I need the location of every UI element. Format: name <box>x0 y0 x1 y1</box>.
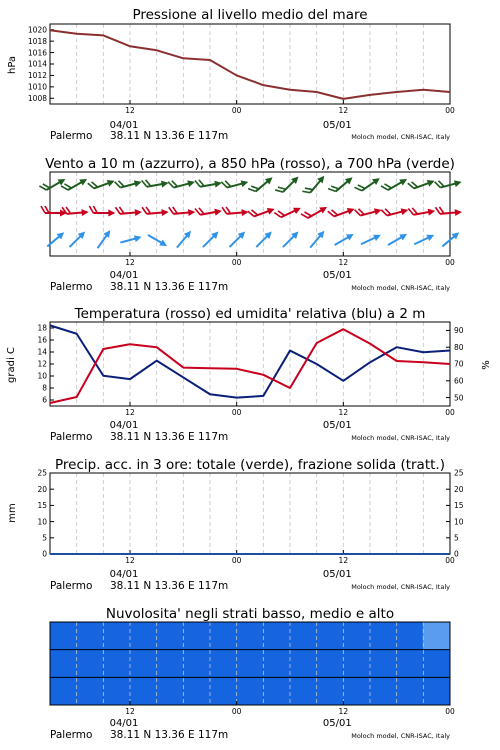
barb-700hpa <box>61 173 89 195</box>
x-tick-label: 00 <box>231 106 242 115</box>
barb-700hpa <box>381 173 409 195</box>
barb-700hpa <box>115 175 143 192</box>
y-tick-label: 80 <box>454 342 464 352</box>
cloud-cell <box>423 622 450 650</box>
cloud-cell <box>157 677 184 705</box>
barb-head <box>214 179 222 187</box>
cloud-cell <box>183 677 210 705</box>
x-tick-label: 12 <box>338 556 349 565</box>
x-tick-label: 00 <box>445 106 455 115</box>
y-tick-label: 25 <box>37 468 47 478</box>
cloud-cell <box>157 622 184 650</box>
barb-10m <box>359 232 382 248</box>
y-tick-label: 90 <box>454 326 464 336</box>
barb-head <box>426 232 435 241</box>
barb-10m <box>227 229 248 250</box>
barb-850hpa <box>435 205 462 218</box>
y-tick-label: 10 <box>454 517 464 527</box>
wind-plot <box>39 171 462 293</box>
barb-700hpa <box>328 172 355 197</box>
barb-head <box>399 176 409 186</box>
cloud-cell <box>423 650 450 678</box>
x-tick-label: 12 <box>338 258 349 267</box>
y-tick-label: 5 <box>454 533 459 543</box>
cloud-cell <box>183 622 210 650</box>
cloud-cell <box>317 677 344 705</box>
x-tick-label: 00 <box>445 707 455 716</box>
cloud-cell <box>210 650 237 678</box>
pressure-line <box>50 30 450 99</box>
cloud-cell <box>50 677 77 705</box>
barb-10m <box>308 229 328 250</box>
barb-850hpa <box>408 204 435 219</box>
barb-head <box>373 232 382 241</box>
barb-700hpa <box>355 172 382 196</box>
pressure-panel <box>7 7 455 142</box>
plot-frame <box>50 473 450 554</box>
pressure-ylabel: hPa <box>7 55 18 75</box>
precip-ylabel: mm <box>7 503 18 523</box>
cloud-cell <box>343 677 370 705</box>
y-tick-label: 50 <box>454 393 464 403</box>
barb-10m <box>45 230 66 250</box>
barb-head <box>214 207 222 215</box>
cloud-cell <box>183 650 210 678</box>
cloud-cell <box>77 622 104 650</box>
date-label: 04/01 <box>109 120 139 131</box>
x-tick-label: 00 <box>231 556 242 565</box>
cloud-title: Nuvolosita' negli strati basso, medio e alto <box>105 606 395 622</box>
y-tick-label: 14 <box>37 347 47 357</box>
barb-850hpa <box>142 205 169 218</box>
barb-head <box>319 204 329 214</box>
cloud-cell <box>290 622 317 650</box>
y-tick-label: 10 <box>37 517 47 527</box>
credit-label: Moloch model, CNR-ISAC, Italy <box>351 434 450 442</box>
temperature-title: Temperatura (rosso) ed umidita' relativa (blu) a 2 m <box>74 306 426 322</box>
cloud-cell <box>237 650 264 678</box>
barb-head <box>161 208 169 216</box>
barb-850hpa <box>381 203 409 220</box>
precip-title: Precip. acc. in 3 ore: totale (verde), frazione solida (tratt.) <box>55 457 445 473</box>
cloud-cell <box>317 622 344 650</box>
y-tick-label: 15 <box>454 501 464 511</box>
humidity-ylabel: % <box>481 360 492 370</box>
coords-label: 38.11 N 13.36 E 117m <box>110 281 229 293</box>
y-tick-label: 20 <box>454 484 464 494</box>
barb-850hpa <box>274 202 302 223</box>
barb-10m <box>333 231 356 248</box>
y-tick-label: 5 <box>42 533 47 543</box>
credit-label: Moloch model, CNR-ISAC, Italy <box>351 583 450 591</box>
cloud-cell <box>397 650 424 678</box>
cloud-cell <box>103 677 130 705</box>
x-tick-label: 00 <box>445 556 455 565</box>
coords-label: 38.11 N 13.36 E 117m <box>110 580 229 592</box>
cloud-cell <box>397 677 424 705</box>
cloud-cell <box>370 622 397 650</box>
barb-10m <box>413 232 436 248</box>
barb-700hpa <box>248 172 275 197</box>
x-tick-label: 00 <box>231 258 242 267</box>
y-tick-label: 1008 <box>27 93 47 103</box>
barb-head <box>346 231 356 241</box>
barb-10m <box>254 229 275 250</box>
barb-head <box>187 179 196 188</box>
barb-head <box>399 231 409 241</box>
barb-10m <box>95 228 113 250</box>
y-tick-label: 16 <box>37 335 47 345</box>
cloud-cell <box>77 650 104 678</box>
barb-head <box>134 234 143 243</box>
cloud-cell <box>50 622 77 650</box>
cloud-cell <box>130 622 157 650</box>
barb-feather <box>45 206 49 213</box>
barb-700hpa <box>302 171 327 198</box>
x-tick-label: 12 <box>338 707 349 716</box>
barb-700hpa <box>168 175 196 192</box>
barb-700hpa <box>221 175 249 192</box>
cloud-cell <box>157 650 184 678</box>
y-tick-label: 15 <box>37 501 47 511</box>
barb-850hpa <box>301 201 329 223</box>
barb-850hpa <box>62 205 89 218</box>
pressure-plot <box>28 24 455 142</box>
cloud-cell <box>77 677 104 705</box>
precip-plot <box>37 469 463 592</box>
date-label: 05/01 <box>322 569 352 580</box>
y-tick-label: 25 <box>454 468 464 478</box>
cloud-cell <box>290 677 317 705</box>
barb-head <box>159 239 169 249</box>
barb-850hpa <box>169 205 196 218</box>
cloud-cell <box>263 650 290 678</box>
x-tick-label: 12 <box>125 707 135 716</box>
barb-850hpa <box>115 205 142 218</box>
y-tick-label: 0 <box>42 549 47 559</box>
cloud-cell <box>317 650 344 678</box>
barb-head <box>135 208 143 216</box>
temperature-ylabel: gradi C <box>6 347 17 383</box>
coords-label: 38.11 N 13.36 E 117m <box>110 130 229 142</box>
location-label: Palermo <box>50 130 93 142</box>
barb-700hpa <box>88 174 116 193</box>
pressure-title: Pressione al livello medio del mare <box>132 7 368 23</box>
barb-head <box>134 179 143 188</box>
temperature-plot <box>37 322 463 443</box>
barb-850hpa <box>328 202 356 221</box>
date-label: 05/01 <box>322 420 352 431</box>
barb-head <box>79 176 89 186</box>
barb-850hpa <box>89 206 115 217</box>
barb-10m <box>119 234 142 246</box>
barb-850hpa <box>355 203 383 220</box>
barb-head <box>108 210 115 217</box>
barb-feather <box>93 206 97 213</box>
x-tick-label: 12 <box>338 106 349 115</box>
wind-panel <box>39 156 462 293</box>
x-tick-label: 12 <box>125 408 135 417</box>
barb-head <box>454 179 463 188</box>
barb-700hpa <box>39 173 67 195</box>
date-label: 04/01 <box>109 420 139 431</box>
humidity-line <box>50 325 450 397</box>
barb-head <box>401 207 410 216</box>
cloud-plot <box>50 622 455 741</box>
barb-head <box>241 179 250 188</box>
barb-10m <box>280 229 301 250</box>
y-tick-label: 0 <box>454 549 459 559</box>
barb-head <box>455 208 463 216</box>
credit-label: Moloch model, CNR-ISAC, Italy <box>351 284 450 292</box>
temperature-line <box>50 329 450 403</box>
y-tick-label: 1010 <box>27 82 47 92</box>
cloud-cell <box>103 622 130 650</box>
location-label: Palermo <box>50 431 93 443</box>
y-tick-label: 1020 <box>27 25 47 35</box>
cloud-cell <box>210 677 237 705</box>
barb-700hpa <box>408 174 436 193</box>
cloud-cell <box>263 677 290 705</box>
y-tick-label: 60 <box>454 376 464 386</box>
barb-feather <box>41 206 45 213</box>
x-tick-label: 00 <box>231 408 242 417</box>
cloud-cell <box>397 622 424 650</box>
cloud-cell <box>50 650 77 678</box>
y-tick-label: 1016 <box>27 48 47 58</box>
date-label: 05/01 <box>322 718 352 729</box>
y-tick-label: 12 <box>37 359 47 369</box>
coords-label: 38.11 N 13.36 E 117m <box>110 729 229 741</box>
date-label: 05/01 <box>322 270 352 281</box>
barb-head <box>188 208 196 216</box>
barb-feather <box>89 206 93 213</box>
barb-850hpa <box>195 204 222 219</box>
barb-10m <box>200 229 221 250</box>
y-tick-label: 20 <box>37 484 47 494</box>
barb-700hpa <box>275 172 301 198</box>
barb-head <box>161 179 169 187</box>
cloud-cell <box>130 650 157 678</box>
x-tick-label: 12 <box>125 556 135 565</box>
cloud-panel <box>50 606 455 741</box>
y-tick-label: 18 <box>37 323 47 333</box>
y-tick-label: 10 <box>37 371 47 381</box>
date-label: 05/01 <box>322 120 352 131</box>
cloud-cell <box>343 650 370 678</box>
temperature-panel <box>6 306 492 443</box>
coords-label: 38.11 N 13.36 E 117m <box>110 431 229 443</box>
cloud-cell <box>103 650 130 678</box>
barb-head <box>293 205 302 214</box>
precip-panel <box>7 457 464 592</box>
barb-850hpa <box>222 205 249 218</box>
barb-700hpa <box>195 176 222 191</box>
barb-head <box>428 207 436 215</box>
cloud-cell <box>210 622 237 650</box>
barb-700hpa <box>142 176 169 191</box>
x-tick-label: 12 <box>125 258 135 267</box>
date-label: 04/01 <box>109 718 139 729</box>
y-tick-label: 6 <box>42 395 47 405</box>
plot-frame <box>50 322 450 406</box>
barb-head <box>81 208 89 216</box>
cloud-cell <box>237 677 264 705</box>
barb-10m <box>146 232 169 249</box>
y-tick-label: 70 <box>454 359 464 369</box>
location-label: Palermo <box>50 580 93 592</box>
y-tick-label: 8 <box>42 383 47 393</box>
location-label: Palermo <box>50 729 93 741</box>
location-label: Palermo <box>50 281 93 293</box>
cloud-cell <box>370 677 397 705</box>
barb-10m <box>174 229 194 250</box>
barb-10m <box>440 230 461 250</box>
cloud-cell <box>263 622 290 650</box>
y-tick-label: 1014 <box>27 59 47 69</box>
x-tick-label: 12 <box>125 106 135 115</box>
x-tick-label: 00 <box>445 258 455 267</box>
wind-title: Vento a 10 m (azzurro), a 850 hPa (rosso), a 700 hPa (verde) <box>45 156 455 172</box>
barb-850hpa <box>248 202 276 221</box>
date-label: 04/01 <box>109 270 139 281</box>
y-tick-label: 1012 <box>27 71 47 81</box>
cloud-cell <box>370 650 397 678</box>
x-tick-label: 12 <box>338 408 349 417</box>
x-tick-label: 00 <box>231 707 242 716</box>
credit-label: Moloch model, CNR-ISAC, Italy <box>351 732 450 740</box>
cloud-cell <box>237 622 264 650</box>
credit-label: Moloch model, CNR-ISAC, Italy <box>351 133 450 141</box>
cloud-cell <box>290 650 317 678</box>
cloud-cell <box>423 677 450 705</box>
y-tick-label: 1018 <box>27 36 47 46</box>
date-label: 04/01 <box>109 569 139 580</box>
barb-10m <box>386 231 409 248</box>
x-tick-label: 00 <box>445 408 455 417</box>
barb-700hpa <box>435 175 463 192</box>
cloud-cell <box>343 622 370 650</box>
barb-10m <box>67 229 88 250</box>
cloud-cell <box>130 677 157 705</box>
